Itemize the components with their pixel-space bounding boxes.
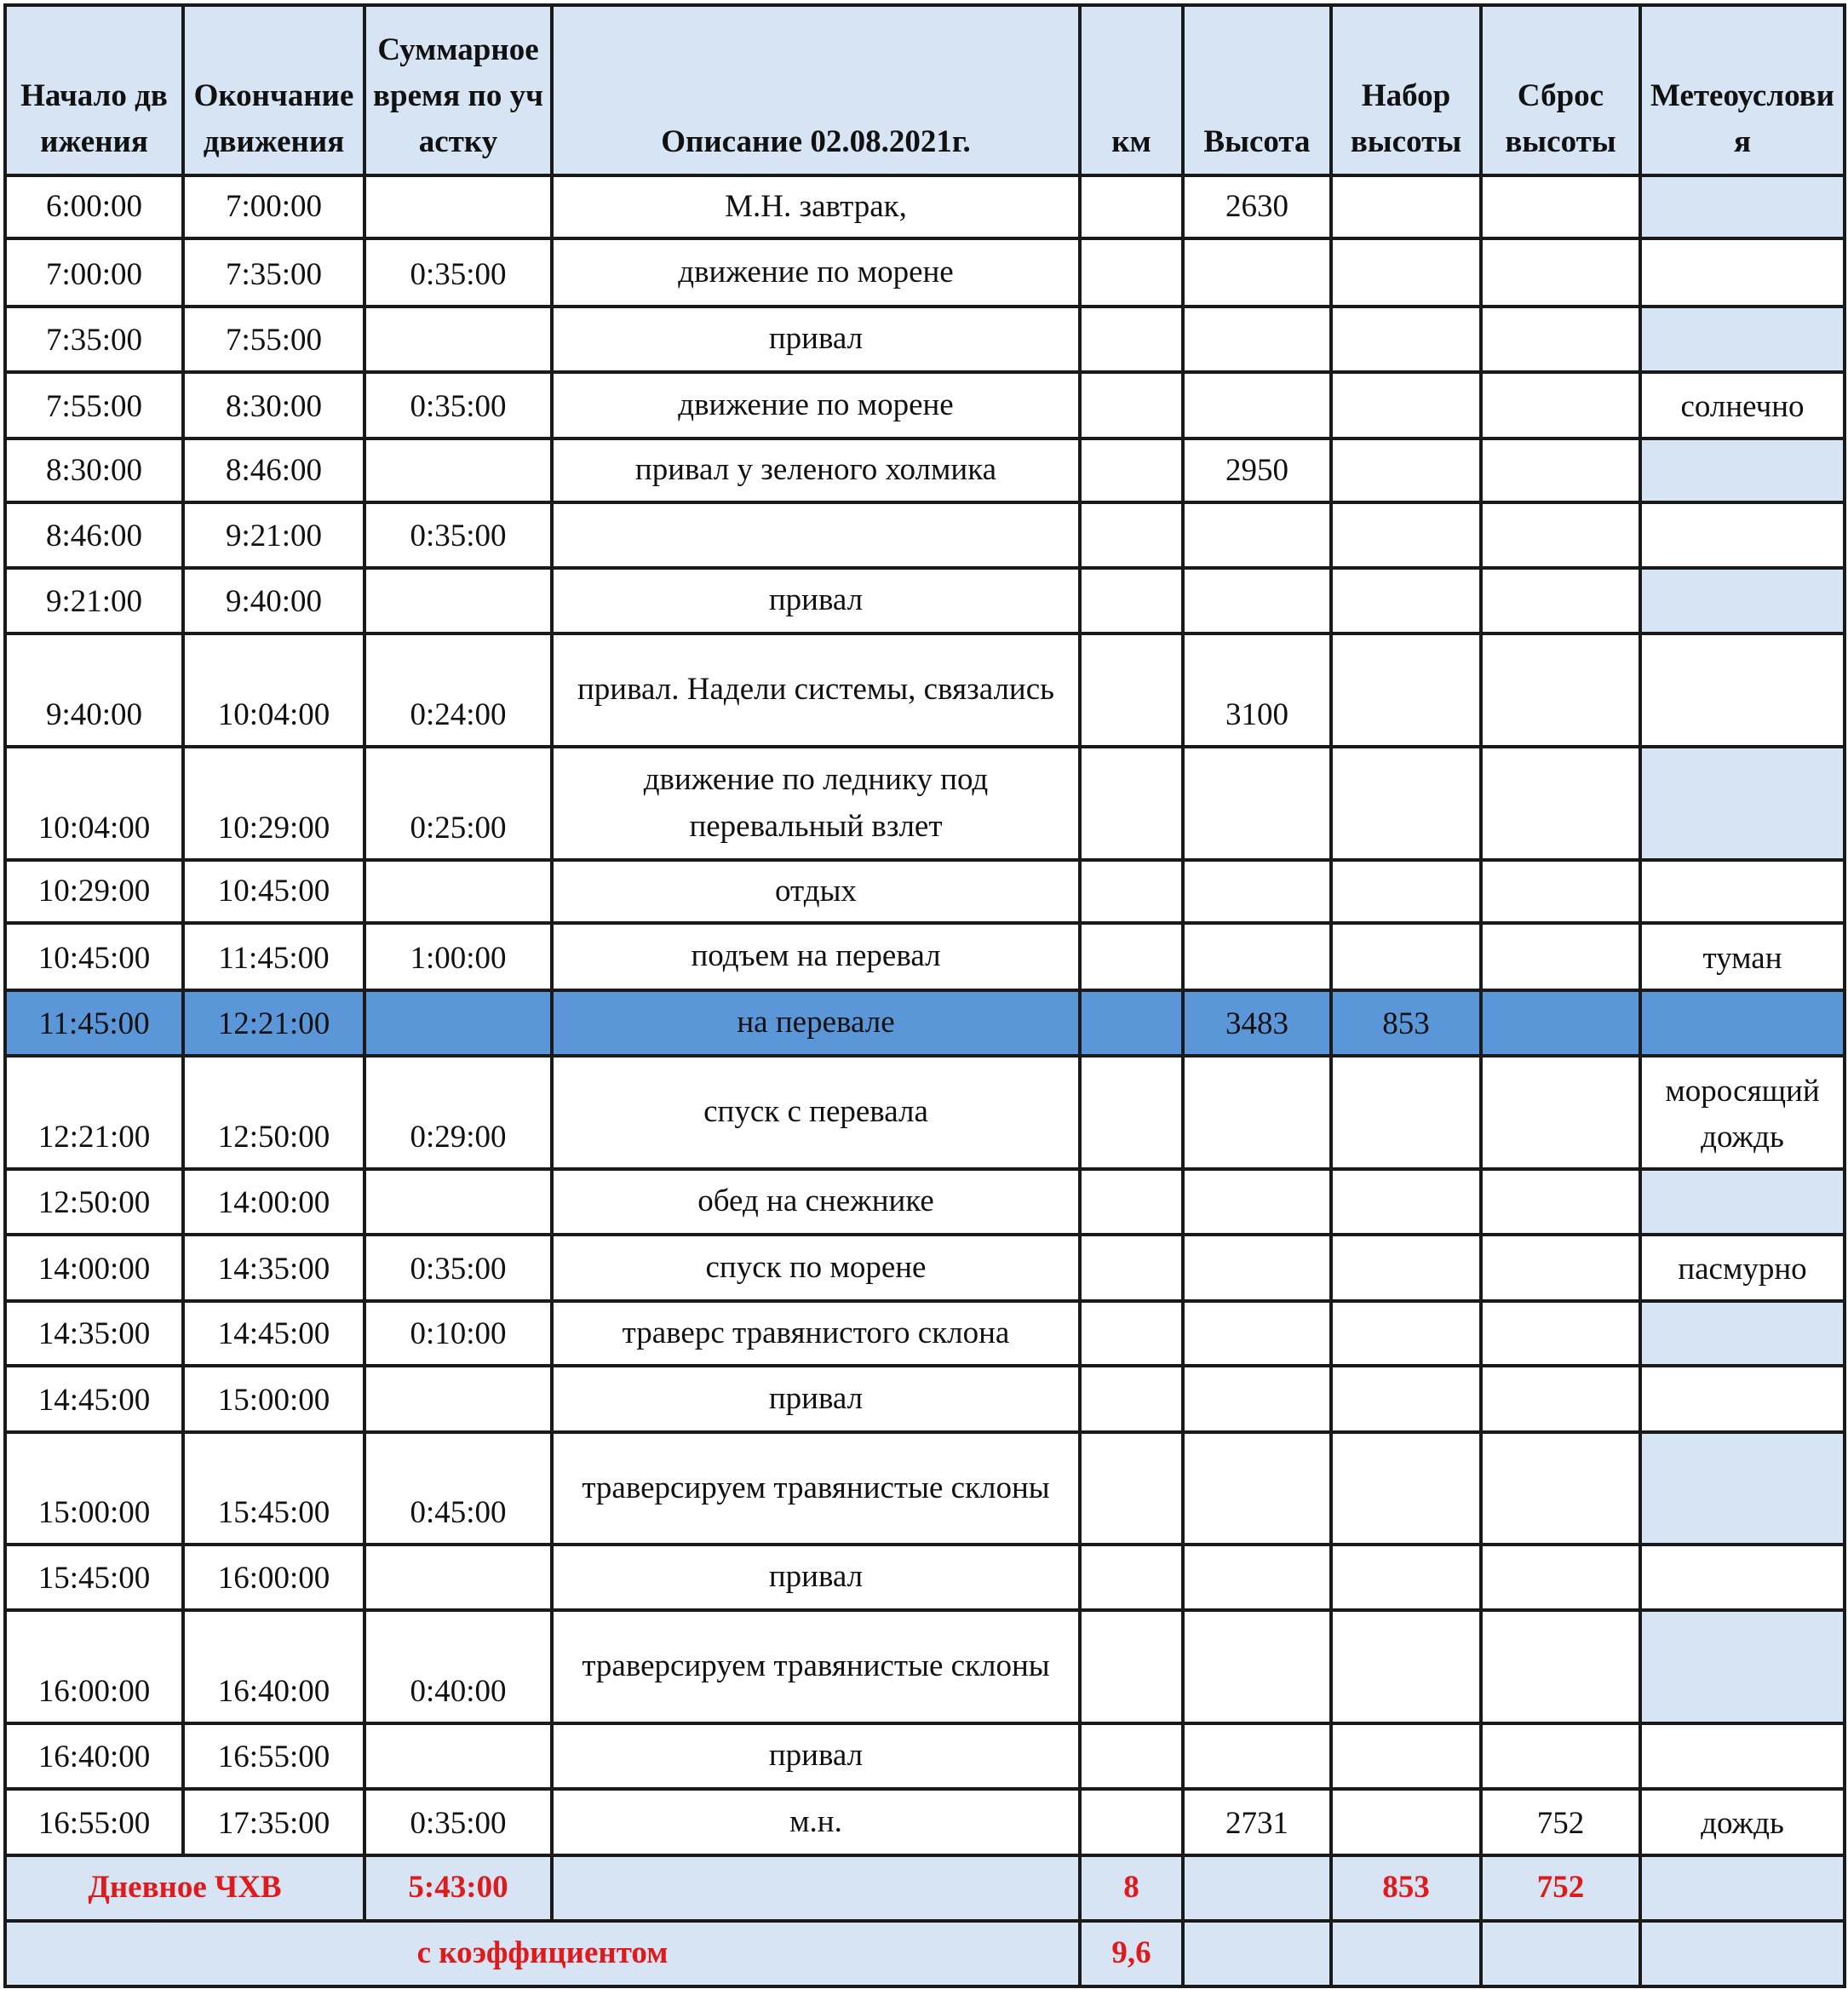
cell-loss bbox=[1481, 1301, 1640, 1366]
cell-description: м.н. bbox=[552, 1789, 1080, 1855]
cell-weather: дождь bbox=[1640, 1789, 1845, 1855]
cell-weather bbox=[1640, 747, 1845, 860]
cell-altitude bbox=[1183, 1169, 1331, 1235]
cell-altitude bbox=[1183, 923, 1331, 990]
header-description: Описание 02.08.2021г. bbox=[552, 5, 1080, 175]
cell-gain bbox=[1331, 860, 1481, 923]
table-row bbox=[5, 307, 1845, 372]
cell-gain bbox=[1331, 1056, 1481, 1169]
cell-gain bbox=[1331, 1366, 1481, 1432]
cell-gain bbox=[1331, 633, 1481, 747]
cell-description: привал bbox=[552, 1723, 1080, 1789]
daily-total-altitude bbox=[1183, 1855, 1331, 1921]
cell-weather bbox=[1640, 502, 1845, 568]
table-row bbox=[5, 1723, 1845, 1789]
cell-gain bbox=[1331, 1545, 1481, 1610]
cell-loss bbox=[1481, 633, 1640, 747]
cell-description: спуск с перевала bbox=[552, 1056, 1080, 1169]
table-row bbox=[5, 1056, 1845, 1169]
cell-km bbox=[1080, 1366, 1183, 1432]
header-start: Начало движения bbox=[5, 5, 183, 175]
cell-loss bbox=[1481, 990, 1640, 1056]
daily-total-description bbox=[552, 1855, 1080, 1921]
cell-duration bbox=[364, 990, 552, 1056]
cell-start: 16:55:00 bbox=[5, 1789, 183, 1855]
cell-start: 9:21:00 bbox=[5, 568, 183, 633]
coefficient-weather bbox=[1640, 1921, 1845, 1986]
cell-km bbox=[1080, 1610, 1183, 1723]
cell-duration bbox=[364, 307, 552, 372]
cell-weather: солнечно bbox=[1640, 372, 1845, 438]
cell-weather bbox=[1640, 990, 1845, 1056]
cell-weather bbox=[1640, 238, 1845, 307]
table-row bbox=[5, 1432, 1845, 1545]
cell-altitude bbox=[1183, 568, 1331, 633]
cell-start: 14:45:00 bbox=[5, 1366, 183, 1432]
cell-start: 6:00:00 bbox=[5, 175, 183, 238]
cell-end: 10:04:00 bbox=[183, 633, 364, 747]
coefficient-row bbox=[5, 1921, 1845, 1986]
cell-start: 7:55:00 bbox=[5, 372, 183, 438]
cell-gain: 853 bbox=[1331, 990, 1481, 1056]
cell-weather bbox=[1640, 1723, 1845, 1789]
cell-weather bbox=[1640, 1169, 1845, 1235]
cell-km bbox=[1080, 372, 1183, 438]
cell-altitude bbox=[1183, 1301, 1331, 1366]
cell-km bbox=[1080, 1235, 1183, 1301]
cell-weather bbox=[1640, 1366, 1845, 1432]
cell-altitude bbox=[1183, 502, 1331, 568]
cell-loss bbox=[1481, 307, 1640, 372]
coefficient-gain bbox=[1331, 1921, 1481, 1986]
cell-end: 16:40:00 bbox=[183, 1610, 364, 1723]
cell-end: 9:21:00 bbox=[183, 502, 364, 568]
cell-end: 9:40:00 bbox=[183, 568, 364, 633]
cell-weather bbox=[1640, 568, 1845, 633]
cell-duration bbox=[364, 860, 552, 923]
cell-gain bbox=[1331, 502, 1481, 568]
cell-km bbox=[1080, 307, 1183, 372]
cell-loss bbox=[1481, 747, 1640, 860]
cell-weather bbox=[1640, 1545, 1845, 1610]
cell-end: 7:35:00 bbox=[183, 238, 364, 307]
cell-km bbox=[1080, 175, 1183, 238]
cell-km bbox=[1080, 747, 1183, 860]
cell-loss bbox=[1481, 1056, 1640, 1169]
cell-end: 14:45:00 bbox=[183, 1301, 364, 1366]
cell-description: движение по морене bbox=[552, 372, 1080, 438]
cell-start: 14:00:00 bbox=[5, 1235, 183, 1301]
daily-total-label: Дневное ЧХВ bbox=[5, 1855, 364, 1921]
cell-end: 10:45:00 bbox=[183, 860, 364, 923]
cell-weather bbox=[1640, 860, 1845, 923]
cell-weather bbox=[1640, 438, 1845, 502]
cell-altitude bbox=[1183, 1432, 1331, 1545]
cell-duration bbox=[364, 175, 552, 238]
cell-start: 14:35:00 bbox=[5, 1301, 183, 1366]
cell-weather bbox=[1640, 1301, 1845, 1366]
cell-loss bbox=[1481, 1169, 1640, 1235]
cell-weather bbox=[1640, 175, 1845, 238]
cell-loss bbox=[1481, 923, 1640, 990]
daily-total-loss: 752 bbox=[1481, 1855, 1640, 1921]
cell-description: привал bbox=[552, 1545, 1080, 1610]
table-row bbox=[5, 372, 1845, 438]
table-row bbox=[5, 633, 1845, 747]
coefficient-loss bbox=[1481, 1921, 1640, 1986]
cell-weather bbox=[1640, 1610, 1845, 1723]
cell-gain bbox=[1331, 1169, 1481, 1235]
cell-end: 8:46:00 bbox=[183, 438, 364, 502]
cell-start: 8:46:00 bbox=[5, 502, 183, 568]
cell-duration: 0:10:00 bbox=[364, 1301, 552, 1366]
cell-loss bbox=[1481, 1723, 1640, 1789]
cell-duration: 0:29:00 bbox=[364, 1056, 552, 1169]
cell-km bbox=[1080, 860, 1183, 923]
cell-km bbox=[1080, 633, 1183, 747]
cell-end: 8:30:00 bbox=[183, 372, 364, 438]
cell-loss bbox=[1481, 1545, 1640, 1610]
cell-km bbox=[1080, 923, 1183, 990]
cell-end: 14:00:00 bbox=[183, 1169, 364, 1235]
table-row bbox=[5, 568, 1845, 633]
table-row bbox=[5, 175, 1845, 238]
cell-km bbox=[1080, 1723, 1183, 1789]
cell-altitude: 3483 bbox=[1183, 990, 1331, 1056]
cell-km bbox=[1080, 1056, 1183, 1169]
daily-total-weather bbox=[1640, 1855, 1845, 1921]
table-row bbox=[5, 502, 1845, 568]
cell-km bbox=[1080, 238, 1183, 307]
cell-loss bbox=[1481, 175, 1640, 238]
table-row bbox=[5, 1169, 1845, 1235]
cell-duration bbox=[364, 1169, 552, 1235]
cell-end: 10:29:00 bbox=[183, 747, 364, 860]
cell-altitude: 2630 bbox=[1183, 175, 1331, 238]
cell-start: 12:50:00 bbox=[5, 1169, 183, 1235]
cell-loss bbox=[1481, 1235, 1640, 1301]
cell-start: 10:29:00 bbox=[5, 860, 183, 923]
cell-duration: 0:25:00 bbox=[364, 747, 552, 860]
cell-gain bbox=[1331, 923, 1481, 990]
cell-end: 14:35:00 bbox=[183, 1235, 364, 1301]
cell-start: 11:45:00 bbox=[5, 990, 183, 1056]
table-row bbox=[5, 1301, 1845, 1366]
table-row bbox=[5, 990, 1845, 1056]
coefficient-altitude bbox=[1183, 1921, 1331, 1986]
cell-altitude bbox=[1183, 307, 1331, 372]
cell-gain bbox=[1331, 175, 1481, 238]
cell-gain bbox=[1331, 1723, 1481, 1789]
header-weather: Метеоусловия bbox=[1640, 5, 1845, 175]
cell-duration: 0:35:00 bbox=[364, 1789, 552, 1855]
cell-description: подъем на перевал bbox=[552, 923, 1080, 990]
cell-end: 7:00:00 bbox=[183, 175, 364, 238]
table-row bbox=[5, 923, 1845, 990]
cell-end: 15:00:00 bbox=[183, 1366, 364, 1432]
cell-end: 12:50:00 bbox=[183, 1056, 364, 1169]
cell-weather bbox=[1640, 1432, 1845, 1545]
cell-description: траверсируем травянистые склоны bbox=[552, 1610, 1080, 1723]
cell-gain bbox=[1331, 1301, 1481, 1366]
cell-end: 16:55:00 bbox=[183, 1723, 364, 1789]
cell-gain bbox=[1331, 1432, 1481, 1545]
cell-gain bbox=[1331, 438, 1481, 502]
cell-km bbox=[1080, 990, 1183, 1056]
cell-gain bbox=[1331, 372, 1481, 438]
cell-altitude bbox=[1183, 1056, 1331, 1169]
cell-duration bbox=[364, 568, 552, 633]
cell-duration: 0:45:00 bbox=[364, 1432, 552, 1545]
cell-km bbox=[1080, 1301, 1183, 1366]
cell-start: 15:45:00 bbox=[5, 1545, 183, 1610]
table-row bbox=[5, 1235, 1845, 1301]
cell-loss bbox=[1481, 1366, 1640, 1432]
cell-description: отдых bbox=[552, 860, 1080, 923]
cell-end: 15:45:00 bbox=[183, 1432, 364, 1545]
cell-gain bbox=[1331, 238, 1481, 307]
cell-km bbox=[1080, 1789, 1183, 1855]
cell-weather bbox=[1640, 633, 1845, 747]
cell-weather bbox=[1640, 307, 1845, 372]
cell-altitude bbox=[1183, 1366, 1331, 1432]
cell-km bbox=[1080, 1432, 1183, 1545]
cell-gain bbox=[1331, 1235, 1481, 1301]
cell-description: на перевале bbox=[552, 990, 1080, 1056]
cell-description: привал. Надели системы, связались bbox=[552, 633, 1080, 747]
daily-total-duration: 5:43:00 bbox=[364, 1855, 552, 1921]
cell-weather: моросящий дождь bbox=[1640, 1056, 1845, 1169]
cell-gain bbox=[1331, 307, 1481, 372]
cell-km bbox=[1080, 1169, 1183, 1235]
cell-duration: 0:40:00 bbox=[364, 1610, 552, 1723]
route-log-table bbox=[3, 3, 1846, 1988]
cell-start: 10:04:00 bbox=[5, 747, 183, 860]
cell-gain bbox=[1331, 568, 1481, 633]
cell-gain bbox=[1331, 1610, 1481, 1723]
cell-loss bbox=[1481, 502, 1640, 568]
header-altitude: Высота bbox=[1183, 5, 1331, 175]
cell-description: движение по морене bbox=[552, 238, 1080, 307]
cell-altitude bbox=[1183, 1545, 1331, 1610]
cell-loss bbox=[1481, 438, 1640, 502]
cell-gain bbox=[1331, 747, 1481, 860]
cell-start: 15:00:00 bbox=[5, 1432, 183, 1545]
log-body bbox=[5, 175, 1845, 1855]
cell-gain bbox=[1331, 1789, 1481, 1855]
daily-total-km: 8 bbox=[1080, 1855, 1183, 1921]
cell-duration: 0:35:00 bbox=[364, 238, 552, 307]
header-gain: Набор высоты bbox=[1331, 5, 1481, 175]
cell-altitude bbox=[1183, 372, 1331, 438]
header-duration: Суммарное время по участку bbox=[364, 5, 552, 175]
cell-loss bbox=[1481, 372, 1640, 438]
header-km: км bbox=[1080, 5, 1183, 175]
cell-altitude bbox=[1183, 1610, 1331, 1723]
cell-start: 7:00:00 bbox=[5, 238, 183, 307]
cell-duration: 0:35:00 bbox=[364, 1235, 552, 1301]
cell-weather: пасмурно bbox=[1640, 1235, 1845, 1301]
table-row bbox=[5, 1789, 1845, 1855]
cell-duration: 0:35:00 bbox=[364, 372, 552, 438]
cell-description bbox=[552, 502, 1080, 568]
cell-altitude bbox=[1183, 238, 1331, 307]
cell-end: 16:00:00 bbox=[183, 1545, 364, 1610]
cell-duration bbox=[364, 438, 552, 502]
cell-altitude: 2950 bbox=[1183, 438, 1331, 502]
cell-altitude bbox=[1183, 860, 1331, 923]
cell-loss bbox=[1481, 860, 1640, 923]
cell-start: 16:40:00 bbox=[5, 1723, 183, 1789]
header-end: Окончание движения bbox=[183, 5, 364, 175]
cell-duration bbox=[364, 1545, 552, 1610]
header-loss: Сброс высоты bbox=[1481, 5, 1640, 175]
cell-start: 7:35:00 bbox=[5, 307, 183, 372]
cell-loss bbox=[1481, 568, 1640, 633]
daily-total-gain: 853 bbox=[1331, 1855, 1481, 1921]
cell-loss bbox=[1481, 1610, 1640, 1723]
cell-description: обед на снежнике bbox=[552, 1169, 1080, 1235]
cell-start: 8:30:00 bbox=[5, 438, 183, 502]
coefficient-km: 9,6 bbox=[1080, 1921, 1183, 1986]
table-row bbox=[5, 438, 1845, 502]
cell-end: 12:21:00 bbox=[183, 990, 364, 1056]
cell-km bbox=[1080, 502, 1183, 568]
cell-description: траверсируем травянистые склоны bbox=[552, 1432, 1080, 1545]
cell-start: 10:45:00 bbox=[5, 923, 183, 990]
table-row bbox=[5, 238, 1845, 307]
cell-end: 17:35:00 bbox=[183, 1789, 364, 1855]
cell-description: привал у зеленого холмика bbox=[552, 438, 1080, 502]
cell-km bbox=[1080, 568, 1183, 633]
table-row bbox=[5, 1545, 1845, 1610]
cell-duration: 0:24:00 bbox=[364, 633, 552, 747]
cell-description: движение по леднику под перевальный взлет bbox=[552, 747, 1080, 860]
cell-end: 7:55:00 bbox=[183, 307, 364, 372]
cell-altitude: 3100 bbox=[1183, 633, 1331, 747]
cell-description: привал bbox=[552, 568, 1080, 633]
table-row bbox=[5, 1366, 1845, 1432]
cell-duration: 1:00:00 bbox=[364, 923, 552, 990]
cell-duration bbox=[364, 1723, 552, 1789]
cell-loss: 752 bbox=[1481, 1789, 1640, 1855]
cell-weather: туман bbox=[1640, 923, 1845, 990]
cell-altitude bbox=[1183, 1723, 1331, 1789]
cell-start: 12:21:00 bbox=[5, 1056, 183, 1169]
header-row bbox=[5, 5, 1845, 175]
table-row bbox=[5, 860, 1845, 923]
cell-description: М.Н. завтрак, bbox=[552, 175, 1080, 238]
cell-description: привал bbox=[552, 307, 1080, 372]
cell-description: траверс травянистого склона bbox=[552, 1301, 1080, 1366]
cell-duration bbox=[364, 1366, 552, 1432]
cell-end: 11:45:00 bbox=[183, 923, 364, 990]
table-row bbox=[5, 1610, 1845, 1723]
cell-altitude bbox=[1183, 747, 1331, 860]
coefficient-label: с коэффициентом bbox=[5, 1921, 1080, 1986]
cell-start: 9:40:00 bbox=[5, 633, 183, 747]
cell-start: 16:00:00 bbox=[5, 1610, 183, 1723]
cell-description: привал bbox=[552, 1366, 1080, 1432]
cell-altitude: 2731 bbox=[1183, 1789, 1331, 1855]
cell-altitude bbox=[1183, 1235, 1331, 1301]
table-row bbox=[5, 747, 1845, 860]
cell-loss bbox=[1481, 238, 1640, 307]
cell-loss bbox=[1481, 1432, 1640, 1545]
cell-duration: 0:35:00 bbox=[364, 502, 552, 568]
cell-km bbox=[1080, 438, 1183, 502]
cell-description: спуск по морене bbox=[552, 1235, 1080, 1301]
daily-total-row bbox=[5, 1855, 1845, 1921]
cell-km bbox=[1080, 1545, 1183, 1610]
